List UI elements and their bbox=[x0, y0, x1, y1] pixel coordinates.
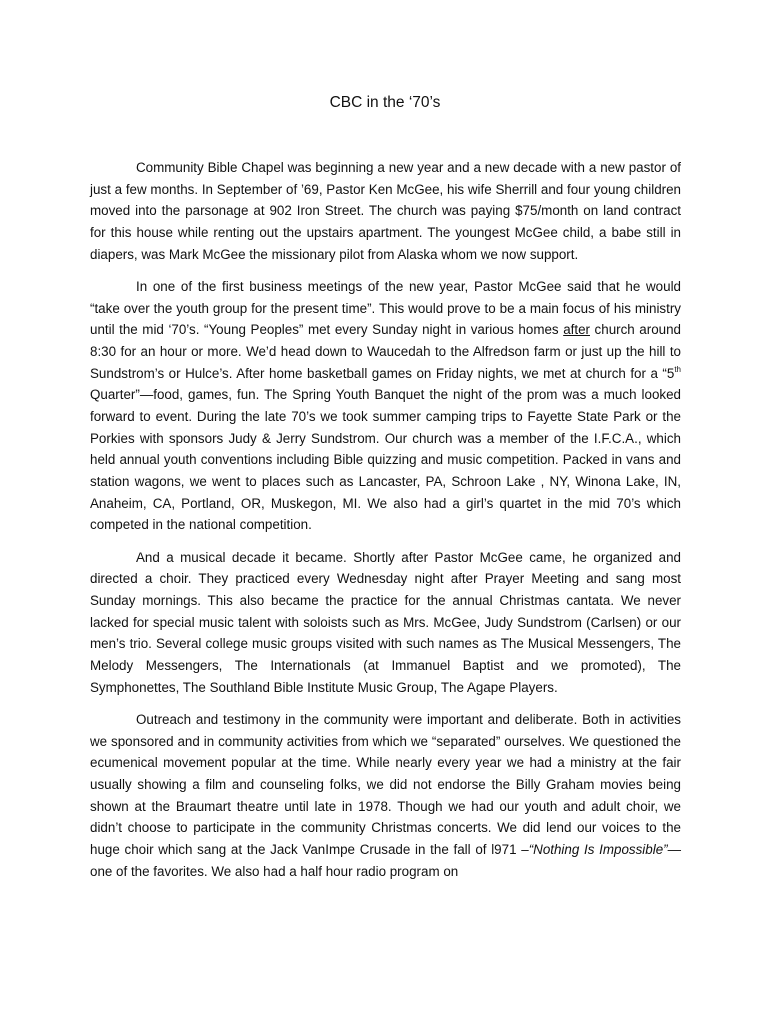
italic-title: “Nothing Is Impossible” bbox=[528, 842, 668, 858]
paragraph-3: And a musical decade it became. Shortly after Pastor McGee came, he organized and directed a choir. They practiced every Wednesday night after Prayer Meeting and sang most Sunday mornings. This also became the practice for the annual Christmas cantata. We never lacked for special music talent with soloists such as Mrs. McGee, Judy Sundstrom (Carlsen) or our men’s trio. Several college music groups visited with such names as The Musical Messengers, The Melody Messengers, The Internationals (at Immanuel Baptist and we promoted), The Symphonettes, The Southland Bible Institute Music Group, The Agape Players. bbox=[90, 549, 681, 695]
paragraph-2 bbox=[90, 276, 681, 536]
paragraph-2-text-a: In one of the first business meetings of the new year, Pastor McGee said that he would “take over the youth group for the present time”. This would prove to be a main focus of his ministry until the mid ‘70’s. “Young Peoples” met every Sunday night in various homes bbox=[90, 279, 681, 338]
superscript-th: th bbox=[674, 364, 681, 374]
paragraph-2-text-c: Quarter”—food, games, fun. The Spring Youth Banquet the night of the prom was a much looked forward to event. During the late 70’s we took summer camping trips to Fayette State Park or the Porkies with sponsors Judy & Jerry Sundstrom. Our church was a member of the I.F.C.A., which held annual youth conventions including Bible quizzing and music competition. Packed in vans and station wagons, we went to places such as Lancaster, PA, Schroon Lake , NY, Winona Lake, IN, Anaheim, CA, Portland, OR, Muskegon, MI. We also had a girl’s quartet in the mid 70’s which competed in the national competition. bbox=[90, 387, 681, 533]
paragraph-4-text-a: Outreach and testimony in the community were important and deliberate. Both in activities we sponsored and in community activities from which we “separated” ourselves. We questioned the ecumenical movement popular at the time. While nearly every year we had a ministry at the fair usually showing a film and counseling folks, we did not endorse the Billy Graham movies being shown at the Braumart theatre until late in 1978. Though we had our youth and adult choir, we didn’t choose to participate in the community Christmas concerts. We did lend our voices to the huge choir which sang at the Jack VanImpe Crusade in the fall of l971 – bbox=[90, 712, 681, 858]
paragraph-1: Community Bible Chapel was beginning a new year and a new decade with a new pastor of just a few months. In September of ’69, Pastor Ken McGee, his wife Sherrill and four young children moved into the parsonage at 902 Iron Street. The church was paying $75/month on land contract for this house while renting out the upstairs apartment. The youngest McGee child, a babe still in diapers, was Mark McGee the missionary pilot from Alaska whom we now support. bbox=[90, 160, 681, 262]
paragraph-2-text-b: church around 8:30 for an hour or more. We’d head down to Waucedah to the Alfredson farm or just up the hill to Sundstrom’s or Hulce’s. After home basketball games on Friday nights, we met at church for a “5 bbox=[90, 322, 681, 381]
underlined-word: after bbox=[563, 322, 590, 338]
page-title: CBC in the ‘70’s bbox=[329, 94, 441, 111]
paragraph-4-text-b: —one of the favorites. We also had a half hour radio program on bbox=[90, 842, 681, 879]
paragraph-4 bbox=[90, 709, 681, 882]
document-body bbox=[90, 157, 681, 882]
